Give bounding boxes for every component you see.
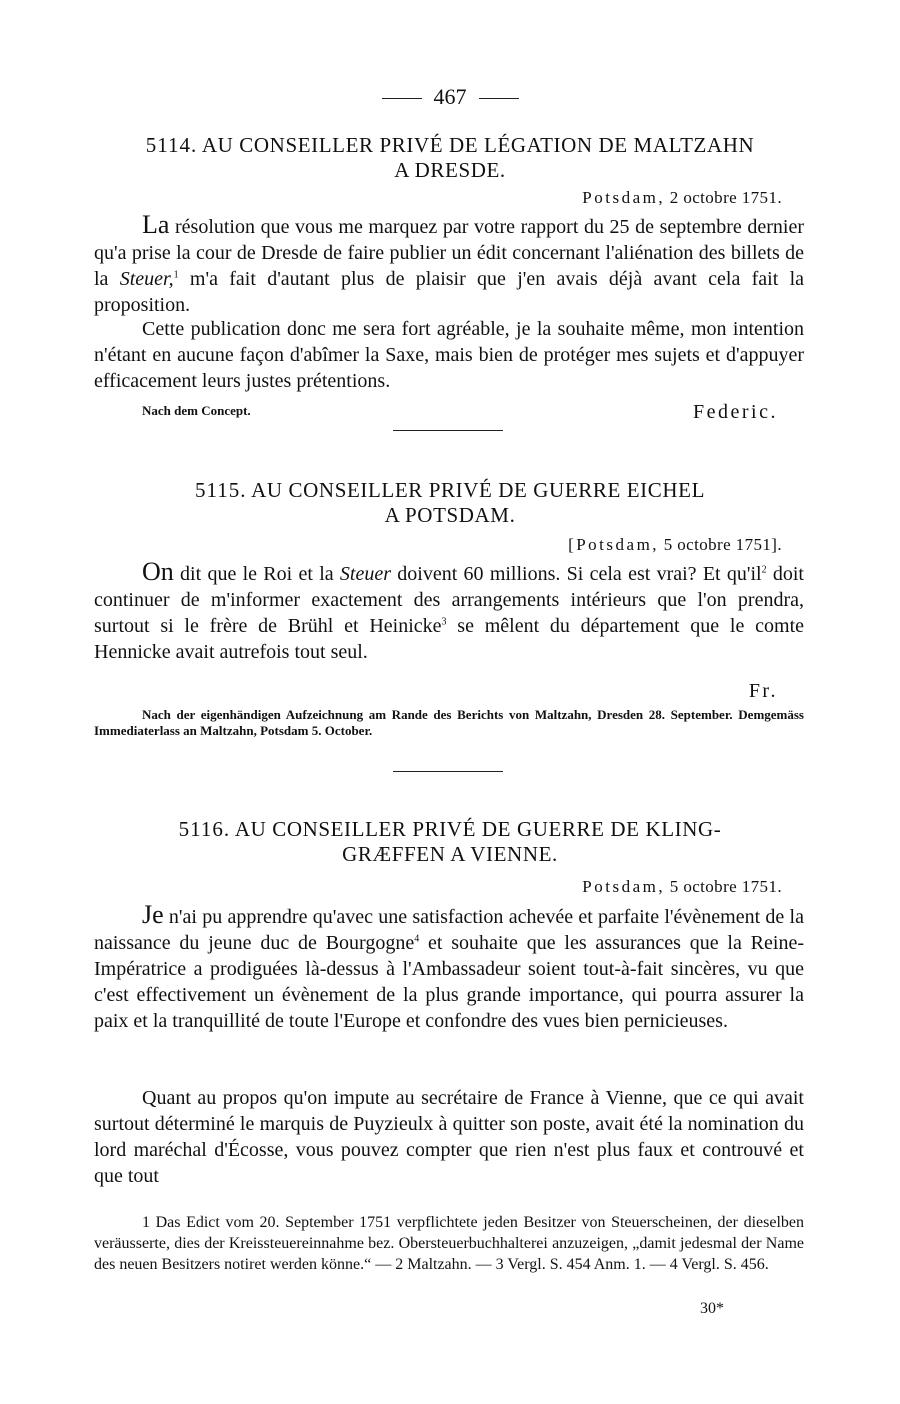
- text: dit que le Roi et la: [173, 563, 340, 585]
- heading-line-2: A POTSDAM.: [384, 503, 516, 527]
- letter-5116-heading: [90, 817, 810, 867]
- text: et souhaite que les assurances que la Reine-Impératrice a prodiguées là-dessus à l'Ambassadeur soient tout-à-fait sincères, vu que c'est effectivement un évènement de la plus grande importance, qui pourra assurer la paix et la tranquillité de toute l'Europe et confondre des vues bien pernicieuses.: [94, 932, 804, 1032]
- date-rest: 5 octobre 1751].: [663, 535, 782, 554]
- italic-term: Steuer,: [119, 268, 174, 290]
- divider: [393, 430, 503, 431]
- date-rest: 5 octobre 1751.: [669, 877, 782, 896]
- letter-5115-signature: Fr.: [748, 680, 778, 702]
- text: m'a fait d'autant plus de plaisir que j'en avais déjà avant cela fait la proposition.: [94, 268, 805, 316]
- letter-5116-paragraph-2: Quant au propos qu'on impute au secrétaire de France à Vienne, que ce qui avait surtout déterminé le marquis de Puyzieulx à quitter son poste, avait été la nomination du lord maréchal d'Écosse, vous pouvez compter que rien n'est plus faux et controuvé et que tout: [94, 1087, 804, 1187]
- letter-5116-date: [582, 877, 782, 897]
- text: doivent 60 millions. Si cela est vrai? Et qu'il: [391, 563, 762, 585]
- text: n'ai pu apprendre qu'avec une satisfaction achevée et parfaite l'évènement de la naissance du jeune duc de Bourgogne: [94, 906, 804, 954]
- text: se mêlent du département que le comte Hennicke avait autrefois tout seul.: [94, 615, 804, 663]
- letter-5115-date: [568, 535, 782, 555]
- first-word: Je: [142, 900, 164, 929]
- text: résolution que vous me marquez par votre rapport du 25 de septembre dernier qu'a prise la cour de Dresde de faire publier un édit concernant l'aliénation des billets de la: [94, 216, 804, 290]
- letter-5115-paragraph-1: [94, 559, 804, 665]
- letter-5114-source: Nach dem Concept.: [142, 403, 251, 418]
- letter-5114-paragraph-1: [94, 212, 804, 318]
- first-word: On: [142, 557, 174, 586]
- letter-5114-signature: Federic.: [693, 401, 778, 423]
- letter-5115-source: Nach der eigenhändigen Aufzeichnung am Rande des Berichts von Maltzahn, Dresden 28. September. Demgemäss Immediaterlass an Maltzahn, Potsdam 5. October.: [94, 707, 804, 738]
- page-number: 467: [433, 84, 467, 109]
- letter-number: 5114.: [145, 133, 198, 157]
- footnotes: 1 Das Edict vom 20. September 1751 verpflichtete jeden Besitzer von Steuerscheinen, der dieselben veräusserte, dies der Kreissteuereinnahme bez. Obersteuerbuchhalterei anzuzeigen, „damit jedesmal der Name des neuen Besitzers notiret werden könne.“ — 2 Maltzahn. — 3 Vergl. S. 454 Anm. 1. — 4 Vergl. S. 456.: [94, 1214, 804, 1273]
- date-place: Potsdam,: [582, 877, 666, 896]
- text: doit continuer de m'informer exactement des arrangements intérieurs que l'on prendra, surtout si le frère de Brühl et Heinicke: [94, 563, 804, 637]
- letter-number: 5116.: [178, 817, 231, 841]
- footnote-ref: 4: [414, 933, 420, 945]
- page-number-line: [0, 84, 900, 110]
- italic-term: Steuer: [339, 563, 391, 585]
- first-word: La: [142, 210, 170, 239]
- letter-5115-heading: [90, 478, 810, 528]
- rule-left: [382, 98, 422, 99]
- heading-line-1: AU CONSEILLER PRIVÉ DE GUERRE DE KLING-: [234, 817, 722, 841]
- heading-line-2: GRÆFFEN A VIENNE.: [342, 842, 558, 866]
- date-rest: 2 octobre 1751.: [669, 188, 782, 207]
- letter-5114-heading: [90, 133, 810, 183]
- letter-5116-paragraph-1: [94, 902, 804, 1034]
- footnote-ref: 3: [441, 616, 447, 628]
- divider: [393, 771, 503, 772]
- heading-line-2: A DRESDE.: [394, 158, 506, 182]
- date-place: Potsdam,: [582, 188, 666, 207]
- footnote-ref: 1: [173, 269, 179, 281]
- heading-line-1: AU CONSEILLER PRIVÉ DE LÉGATION DE MALTZAHN: [201, 133, 755, 157]
- letter-number: 5115.: [194, 478, 247, 502]
- heading-line-1: AU CONSEILLER PRIVÉ DE GUERRE EICHEL: [251, 478, 705, 502]
- footnote-ref: 2: [761, 564, 767, 576]
- rule-right: [479, 98, 519, 99]
- date-place: [Potsdam,: [568, 535, 660, 554]
- letter-5114-paragraph-2: Cette publication donc me sera fort agréable, je la souhaite même, mon intention n'étant en aucune façon d'abîmer la Saxe, mais bien de protéger mes sujets et d'appuyer efficacement leurs justes prétentions.: [94, 318, 804, 392]
- letter-5114-date: [582, 188, 782, 208]
- sheet-signature: 30*: [700, 1300, 724, 1317]
